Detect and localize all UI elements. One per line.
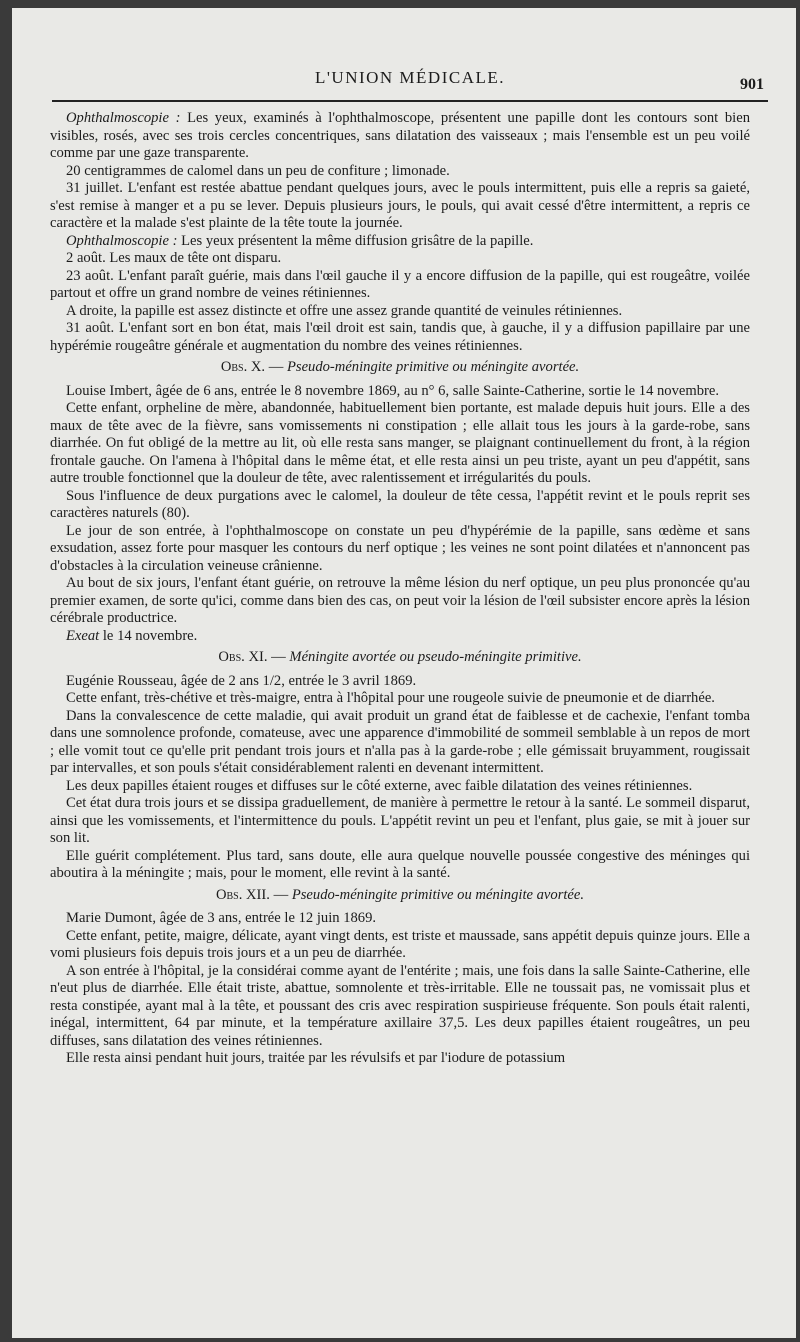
paragraph: [50, 180, 750, 233]
paragraph-text: 20 centigrammes de calomel dans un peu de confiture ; limonade.: [66, 162, 450, 179]
paragraph-text: le 14 novembre.: [99, 627, 198, 644]
paragraph: [50, 848, 750, 883]
heading-dash: —: [269, 886, 292, 903]
document-page: [12, 8, 796, 1338]
paragraph-text: Elle guérit complétement. Plus tard, sans doute, elle aura quelque nouvelle poussée congestive des méninges qui aboutira à la méningite ; mais, pour le moment, elle revint à la santé.: [50, 847, 750, 881]
paragraph: [50, 963, 750, 1051]
paragraph: [50, 400, 750, 488]
observation-heading: [50, 887, 750, 905]
observation-label: Obs. X.: [220, 359, 266, 375]
paragraph: [50, 250, 750, 268]
paragraph-text: Cette enfant, petite, maigre, délicate, ayant vingt dents, est triste et maussade, sans appétit depuis quinze jours. Elle a vomi plusieurs fois depuis trois jours et a un peu de diarrhée.: [50, 927, 750, 961]
paragraph: [50, 795, 750, 848]
paragraph-text: 31 juillet. L'enfant est restée abattue pendant quelques jours, avec le pouls intermittent, puis elle a repris sa gaieté, s'est remise à manger et a pu se lever. Depuis plusieurs jours, le pouls, qui avait cessé d'être intermittent, a repris ce caractère et la malade s'est plainte de la tête toute la journée.: [50, 180, 750, 231]
paragraph: [50, 628, 750, 646]
heading-dash: —: [265, 359, 287, 375]
paragraph-text: Elle resta ainsi pendant huit jours, traitée par les révulsifs et par l'iodure de potassium: [66, 1050, 566, 1066]
paragraph-lead: Exeat: [66, 627, 100, 644]
observation-title: Méningite avortée ou pseudo-méningite primitive.: [289, 649, 582, 665]
observation-heading: [50, 649, 750, 667]
observation-heading: [50, 359, 750, 377]
paragraph-lead: Ophthalmoscopie :: [66, 110, 181, 126]
observation-title: Pseudo-méningite primitive ou méningite avortée.: [291, 886, 585, 903]
paragraph: [50, 320, 750, 355]
observation-title: Pseudo-méningite primitive ou méningite avortée.: [286, 359, 580, 375]
paragraph: [50, 575, 750, 628]
paragraph-text: Cette enfant, orpheline de mère, abandonnée, habituellement bien portante, est malade depuis huit jours. Elle a des maux de tête avec de la fièvre, sans vomissements ni constipation ; elle allait tous les jours à la garde-robe, sans diarrhée. On fut obligé de la mettre au lit, où elle resta sans manger, se plaignant continuellement du front, à la région frontale gauche. On l'amena à l'hôpital dans le même état, et elle resta ainsi un peu triste, ayant un peu d'appétit, sans autre trouble fonctionnel que la douleur de tête, avec ralentissement et irrégularités du pouls.: [50, 400, 750, 486]
paragraph-text: 23 août. L'enfant paraît guérie, mais dans l'œil gauche il y a encore diffusion de la papille, qui est rougeâtre, voilée partout et offre un grand nombre de veines rétiniennes.: [50, 267, 750, 301]
paragraph: [50, 523, 750, 576]
paragraph-text: Les yeux présentent la même diffusion grisâtre de la papille.: [177, 232, 534, 249]
observation-label: Obs. XII.: [215, 886, 270, 903]
paragraph-text: A droite, la papille est assez distincte et offre une assez grande quantité de veinules rétiniennes.: [66, 302, 623, 319]
paragraph: [50, 910, 750, 928]
paragraph: [50, 110, 750, 163]
paragraph-text: Sous l'influence de deux purgations avec le calomel, la douleur de tête cessa, l'appétit revint et le pouls reprit ses caractères naturels (80).: [50, 487, 750, 521]
paragraph-text: Dans la convalescence de cette maladie, qui avait produit un grand état de faiblesse et de cachexie, l'enfant tomba dans une somnolence profonde, comateuse, avec une apparence d'immobilité de sommeil semblable à un repos de mort ; elle vomit tout ce qu'elle prit pendant trois jours et n'alla pas à la garde-robe ; elle gémissait bruyamment, rougissait par intervalles, et son pouls s'était considérablement ralenti en devenant intermittent.: [50, 707, 750, 776]
paragraph: [50, 778, 750, 796]
header-rule: [52, 100, 768, 102]
paragraph-text: Louise Imbert, âgée de 6 ans, entrée le 8 novembre 1869, au n° 6, salle Sainte-Catherine, sortie le 14 novembre.: [66, 382, 720, 399]
paragraph-text: Cet état dura trois jours et se dissipa graduellement, de manière à permettre le retour à la santé. Le sommeil disparut, ainsi que les vomissements, et l'intermittence du pouls. L'appétit revint un peu et l'enfant, plus gaie, se mit à jouer sur son lit.: [50, 795, 750, 846]
paragraph-text: Cette enfant, très-chétive et très-maigre, entra à l'hôpital pour une rougeole suivie de pneumonie et de diarrhée.: [66, 690, 715, 706]
paragraph-text: 31 août. L'enfant sort en bon état, mais l'œil droit est sain, tandis que, à gauche, il y a diffusion papillaire par une hypérémie rougeâtre générale et augmentation du nombre des veines rétiniennes.: [50, 320, 750, 354]
paragraph-text: 2 août. Les maux de tête ont disparu.: [66, 250, 282, 266]
page-header: [52, 66, 768, 106]
paragraph-lead: Ophthalmoscopie :: [66, 232, 178, 249]
page-number: 901: [740, 76, 764, 93]
paragraph: [50, 163, 750, 181]
paragraph-text: Au bout de six jours, l'enfant étant guérie, on retrouve la même lésion du nerf optique, un peu plus prononcée qu'au premier examen, de sorte qu'ici, comme dans bien des cas, on peut voir la lésion de l'œil subsister encore après la lésion cérébrale productrice.: [50, 575, 750, 626]
paragraph: [50, 383, 750, 401]
heading-dash: —: [267, 649, 290, 665]
paragraph: [50, 690, 750, 708]
observation-label: Obs. XI.: [218, 649, 268, 665]
paragraph: [50, 1050, 750, 1068]
paragraph: [50, 488, 750, 523]
paragraph: [50, 928, 750, 963]
paragraph-text: Le jour de son entrée, à l'ophthalmoscope on constate un peu d'hypérémie de la papille, sans œdème et sans exsudation, assez forte pour masquer les contours du nerf optique ; les veines ne sont point dilatées et n'annoncent pas d'obstacles à la circulation veineuse crânienne.: [50, 522, 750, 574]
paragraph: [50, 268, 750, 303]
paragraph-text: Marie Dumont, âgée de 3 ans, entrée le 12 juin 1869.: [66, 910, 377, 926]
paragraph: [50, 233, 750, 251]
paragraph-text: Eugénie Rousseau, âgée de 2 ans 1/2, entrée le 3 avril 1869.: [66, 672, 417, 689]
paragraph: [50, 708, 750, 778]
paragraph-text: A son entrée à l'hôpital, je la considérai comme ayant de l'entérite ; mais, une fois dans la salle Sainte-Catherine, elle n'eut plus de diarrhée. Elle était triste, abattue, somnolente et très-irritable. Elle ne toussait pas, ne vomissait plus et resta constipée, ayant mal à la tête, et poussant des cris avec respiration suspirieuse fréquente. Son pouls était ralenti, inégal, intermittent, 64 par minute, et la température axillaire 37,5. Les deux papilles étaient rougeâtres, un peu diffuses, sans dilatation des veines rétiniennes.: [50, 962, 750, 1049]
running-title: L'UNION MÉDICALE.: [314, 68, 506, 87]
paragraph-text: Les yeux, examinés à l'ophthalmoscope, présentent une papille dont les contours sont bien visibles, rosés, avec ses trois cercles concentriques, sans dilatation des vaisseaux ; mais l'ensemble est un peu voilé comme par une gaze transparente.: [50, 110, 750, 161]
article-body: [50, 110, 750, 1318]
paragraph-text: Les deux papilles étaient rouges et diffuses sur le côté externe, avec faible dilatation des veines rétiniennes.: [66, 777, 693, 794]
paragraph: [50, 303, 750, 321]
paragraph: [50, 673, 750, 691]
